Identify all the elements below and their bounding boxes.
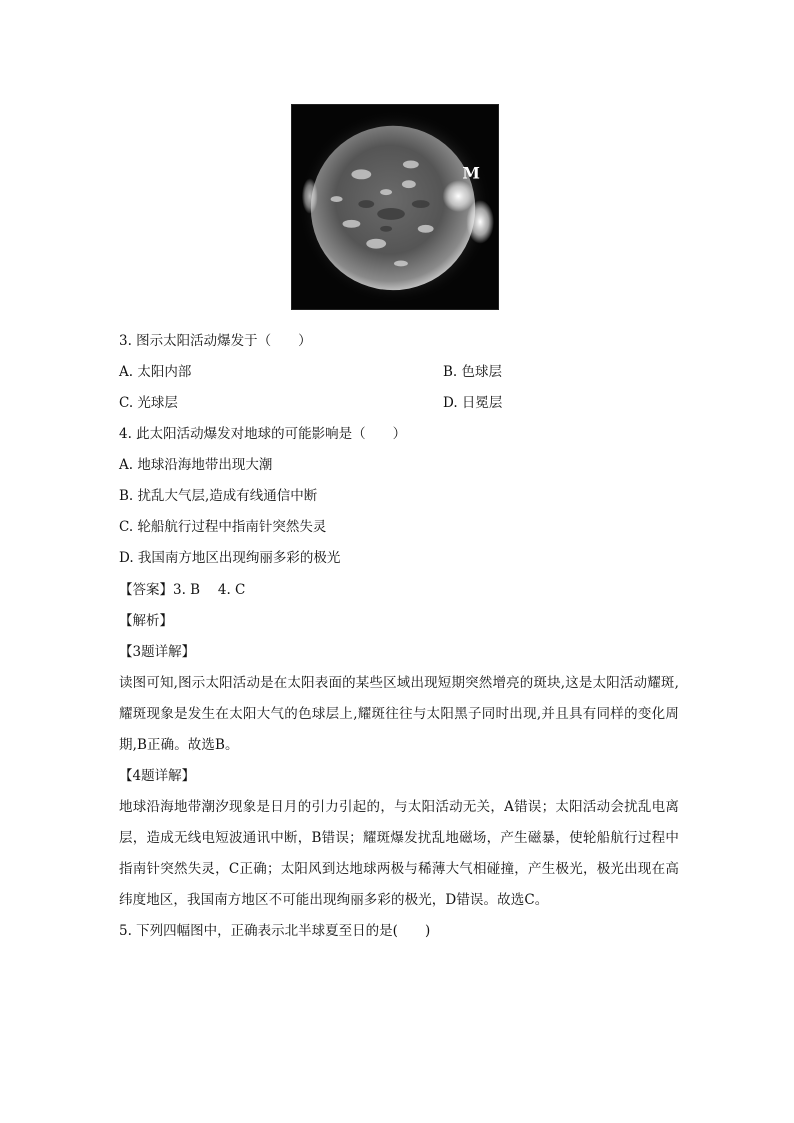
q4-stem: 4. 此太阳活动爆发对地球的可能影响是（ ） [119, 426, 407, 442]
q3-option-c: C. 光球层 [119, 395, 178, 411]
q3-option-b: B. 色球层 [443, 364, 503, 380]
detail4-heading: 【4题详解】 [119, 768, 196, 784]
detail4-text: 地球沿海地带潮汐现象是日月的引力引起的，与太阳活动无关，A错误；太阳活动会扰乱电离层，造成无线电短波通讯中断，B错误；耀斑爆发扰乱地磁场，产生磁暴，使轮船航行过程中指南针突然失灵，C正确；太阳风到达地球两极与稀薄大气相碰撞，产生极光，极光出现在高纬度地区，我国南方地区不可能出现绚丽多彩的极光，D错误。故选C。 [119, 799, 679, 908]
q4-option-a: A. 地球沿海地带出现大潮 [119, 457, 273, 473]
detail3-heading: 【3题详解】 [119, 644, 196, 660]
q4-option-b: B. 扰乱大气层,造成有线通信中断 [119, 488, 318, 504]
q3-option-a: A. 太阳内部 [119, 364, 192, 380]
sun-photo-icon [292, 105, 498, 309]
q4-option-d: D. 我国南方地区出现绚丽多彩的极光 [119, 550, 341, 566]
figure-label: M [462, 163, 480, 183]
q4-option-c: C. 轮船航行过程中指南针突然失灵 [119, 519, 327, 535]
q3-option-d: D. 日冕层 [443, 395, 503, 411]
q5-stem: 5. 下列四幅图中，正确表示北半球夏至日的是( ) [119, 923, 431, 939]
q3-stem: 3. 图示太阳活动爆发于（ ） [119, 333, 312, 349]
sun-image [291, 104, 499, 310]
analysis-heading: 【解析】 [119, 613, 173, 629]
detail3-text: 读图可知,图示太阳活动是在太阳表面的某些区域出现短期突然增亮的斑块,这是太阳活动耀斑,耀斑现象是发生在太阳大气的色球层上,耀斑往往与太阳黑子同时出现,并且具有同样的变化周期,B正确。故选B。 [119, 675, 679, 753]
answer: 【答案】3. B 4. C [119, 582, 246, 598]
